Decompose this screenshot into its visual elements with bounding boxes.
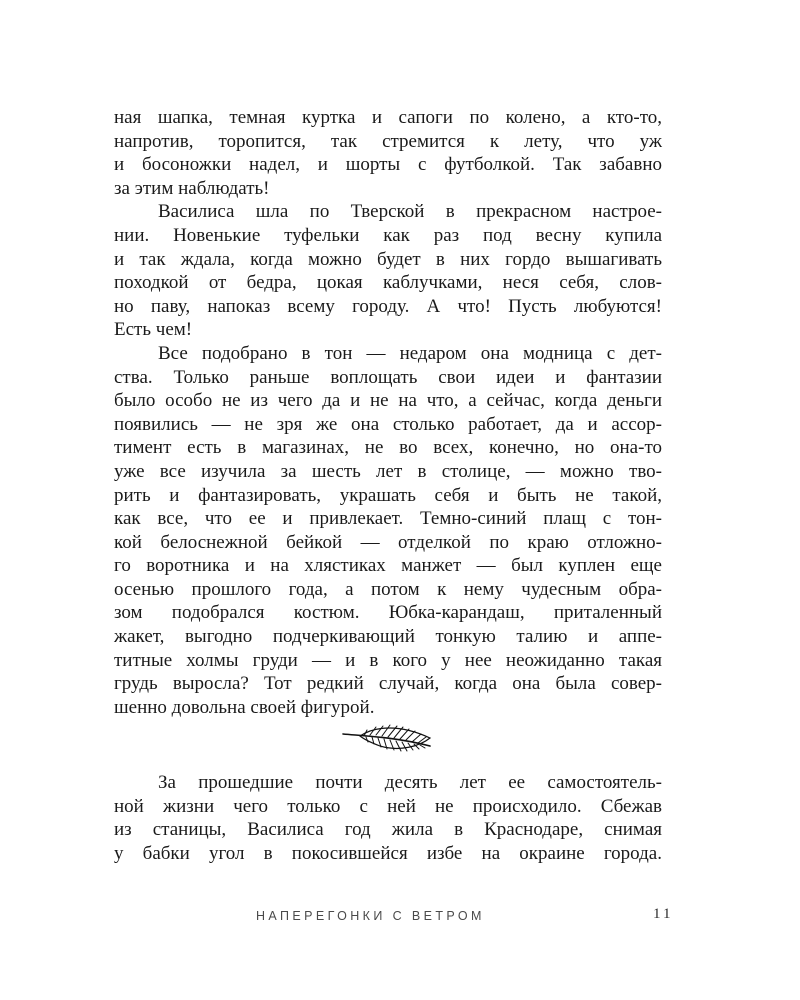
text-line: Василиса шла по Тверской в прекрасном настрое- — [158, 201, 662, 223]
text-line: нии. Новенькие туфельки как раз под весну купила — [114, 224, 662, 246]
text-line: как все, что ее и привлекает. Темно-синий плащ с тон- — [114, 508, 662, 530]
text-line: рить и фантазировать, украшать себя и быть не такой, — [114, 484, 662, 506]
paragraph — [114, 342, 662, 720]
text-line: у бабки угол в покосившейся избе на окраине города. — [114, 842, 662, 864]
text-line: го воротника и на хлястиках манжет — был куплен еще — [114, 555, 662, 577]
paragraph — [114, 771, 662, 865]
text-line: Есть чем! — [114, 319, 193, 341]
text-line: ной жизни чего только с ней не происходило. Сбежав — [114, 795, 662, 817]
text-line: ная шапка, темная куртка и сапоги по колено, а кто-то, — [114, 107, 662, 128]
text-line: титные холмы груди — и в кого у нее неожиданно такая — [114, 649, 662, 671]
feather-icon — [340, 722, 434, 760]
text-line: но паву, напоказ всему городу. А что! Пусть любуются! — [114, 295, 662, 317]
paragraph — [114, 200, 662, 342]
section-break — [340, 722, 434, 760]
body-text — [114, 106, 662, 719]
text-line: грудь выросла? Тот редкий случай, когда она была совер- — [114, 673, 662, 695]
text-line: напротив, торопится, так стремится к лету, что уж — [114, 130, 662, 152]
text-line: За прошедшие почти десять лет ее самостоятель- — [158, 772, 662, 793]
text-line: появились — не зря же она столько работает, да и ассор- — [114, 413, 662, 435]
running-title: НАПЕРЕГОНКИ С ВЕТРОМ — [256, 909, 485, 923]
text-line: и босоножки надел, и шорты с футболкой. Так забавно — [114, 154, 662, 176]
text-line: шенно довольна своей фигурой. — [114, 696, 375, 718]
text-line: походкой от бедра, цокая каблучками, неся себя, слов- — [114, 272, 662, 294]
text-line: было особо не из чего да и не на что, а сейчас, когда деньги — [114, 390, 662, 412]
text-line: тимент есть в магазинах, не во всех, конечно, но она-то — [114, 437, 662, 459]
text-line: жакет, выгодно подчеркивающий тонкую талию и аппе- — [114, 626, 662, 648]
text-line: зом подобрался костюм. Юбка-карандаш, приталенный — [114, 602, 662, 624]
text-line: за этим наблюдать! — [114, 177, 270, 199]
text-line: уже все изучила за шесть лет в столице, — можно тво- — [114, 460, 662, 482]
text-line: осенью прошлого года, а потом к нему чудесным обра- — [114, 578, 662, 600]
page-number: 11 — [653, 906, 674, 922]
text-line: из станицы, Василиса год жила в Краснодаре, снимая — [114, 819, 662, 841]
body-text-continued — [114, 771, 662, 865]
text-line: и так ждала, когда можно будет в них гордо вышагивать — [114, 248, 662, 270]
text-line: кой белоснежной бейкой — отделкой по краю отложно- — [114, 531, 662, 553]
text-line: ства. Только раньше воплощать свои идеи и фантазии — [114, 366, 662, 388]
text-line: Все подобрано в тон — недаром она модница с дет- — [158, 342, 662, 364]
paragraph — [114, 106, 662, 200]
